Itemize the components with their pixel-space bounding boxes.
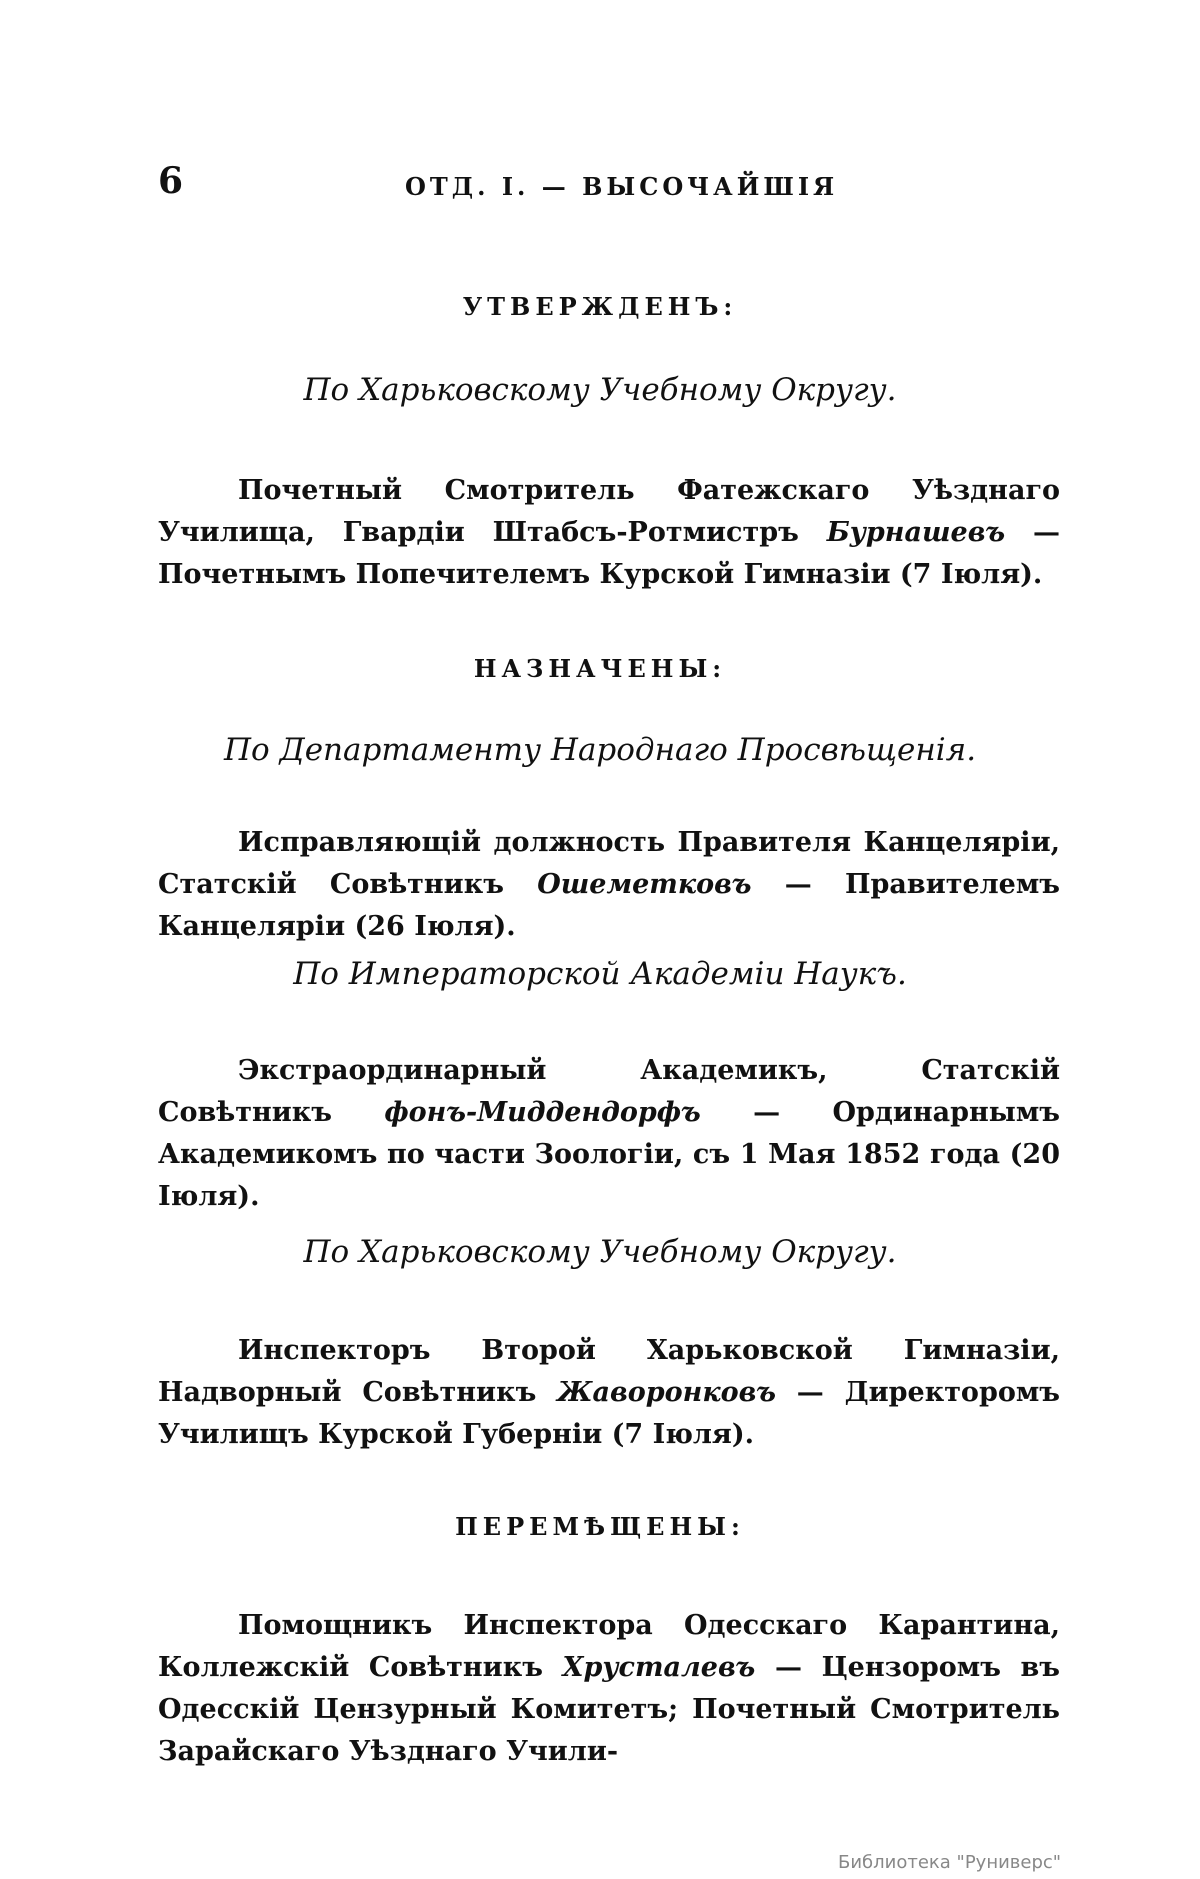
library-watermark: Библиотека "Руниверс": [838, 1852, 1062, 1873]
paragraph-text: Помощникъ Инспектора Одесскаго Карантина, Коллежскій Совѣтникъ: [158, 1610, 1060, 1683]
paragraph-text: Экстраординарный Академикъ, Статскій Совѣтникъ: [158, 1055, 1060, 1128]
paragraph-text: Исправляющій должность Правителя Канцеляріи, Статскій Совѣтникъ: [158, 827, 1060, 900]
paragraph-text: — Правителемъ Канцеляріи (26 Іюля).: [158, 869, 1061, 942]
paragraph-text: — Цензоромъ въ Одесскій Цензурный Комитетъ; Почетный Смотритель Зарайскаго Уѣзднаго Учили-: [158, 1652, 1060, 1767]
paragraph-text: Почетный Смотритель Фатежскаго Уѣзднаго Училища, Гвардіи Штабсъ-Ротмистръ: [158, 475, 1060, 548]
paragraph-oshemetkov: [158, 822, 1060, 948]
paragraph-middendorf: [158, 1050, 1060, 1218]
page-number: 6: [158, 160, 184, 202]
subheading-kharkov-1: По Харьковскому Учебному Округу.: [303, 372, 897, 408]
paragraph-khrustalev: [158, 1605, 1060, 1773]
person-name: Ошеметковъ: [537, 869, 752, 900]
person-name: Хрусталевъ: [562, 1652, 756, 1683]
paragraph-zhavoronkov: [158, 1330, 1060, 1456]
paragraph-text: Инспекторъ Второй Харьковской Гимназіи, Надворный Совѣтникъ: [158, 1335, 1060, 1408]
paragraph-text: — Директоромъ Училищъ Курской Губерніи (7 Іюля).: [158, 1377, 1060, 1450]
subheading-academy: По Императорской Академіи Наукъ.: [293, 956, 907, 992]
section-heading-naznacheny: НАЗНАЧЕНЫ:: [473, 654, 727, 683]
subheading-department: По Департаменту Народнаго Просвѣщенія.: [223, 732, 977, 768]
person-name: фонъ-Миддендорфъ: [384, 1097, 701, 1128]
paragraph-text: — Почетнымъ Попечителемъ Курской Гимназіи (7 Іюля).: [158, 517, 1060, 590]
section-heading-peremeshcheny: ПЕРЕМѢЩЕНЫ:: [455, 1512, 745, 1541]
person-name: Бурнашевъ: [826, 517, 1006, 548]
section-heading-utverzhden: УТВЕРЖДЕНЪ:: [462, 292, 738, 321]
person-name: Жаворонковъ: [557, 1377, 776, 1408]
paragraph-text: — Ординарнымъ Академикомъ по части Зоологіи, съ 1 Мая 1852 года (20 Іюля).: [158, 1097, 1060, 1212]
running-head: ОТД. I. — ВЫСОЧАЙШІЯ: [405, 172, 839, 201]
paragraph-burnashev: [158, 470, 1060, 596]
subheading-kharkov-2: По Харьковскому Учебному Округу.: [303, 1234, 897, 1270]
